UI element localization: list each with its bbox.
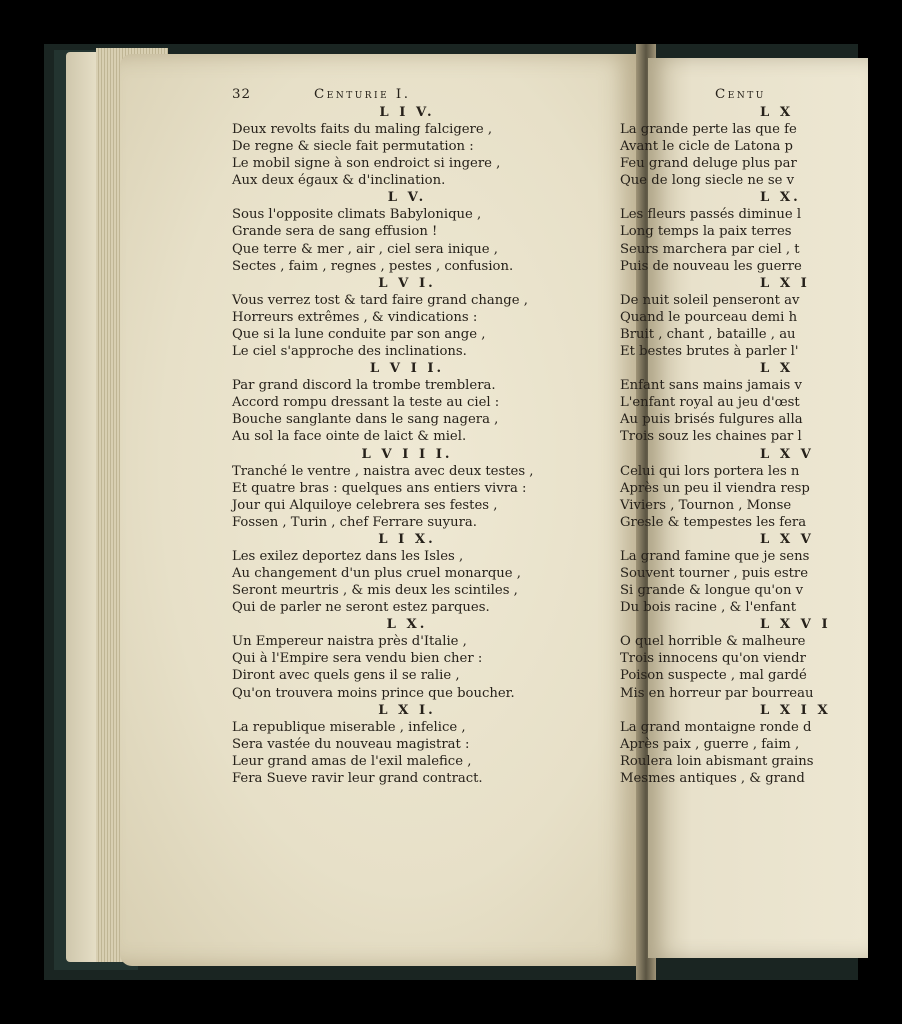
quatrain bbox=[620, 446, 820, 531]
verse-line: Long temps la paix terres bbox=[620, 224, 792, 240]
verse-line: Avant le cicle de Latona p bbox=[620, 139, 793, 155]
verse-line: Et quatre bras : quelques ans entiers vivra : bbox=[232, 480, 527, 496]
verse-line: De regne & siecle fait permutation : bbox=[232, 139, 474, 155]
verse-line: De nuit soleil penseront av bbox=[620, 292, 800, 308]
verse-line: Roulera loin abismant grains bbox=[620, 753, 814, 769]
verse-line: Poison suspecte , mal gardé bbox=[620, 668, 807, 684]
verse-line: Fera Sueve ravir leur grand contract. bbox=[232, 770, 483, 786]
quatrain-heading: L I X. bbox=[378, 531, 436, 547]
quatrain bbox=[232, 189, 582, 274]
verse-line: Le ciel s'approche des inclinations. bbox=[232, 344, 467, 360]
quatrain-heading: L X. bbox=[386, 617, 428, 633]
verse-line: Au changement d'un plus cruel monarque , bbox=[232, 565, 521, 581]
quatrain-heading: L V I I I. bbox=[361, 446, 453, 462]
verse-line: Enfant sans mains jamais v bbox=[620, 378, 802, 394]
verse-line: Par grand discord la trombe tremblera. bbox=[232, 378, 496, 394]
verse-line: La republique miserable , infelice , bbox=[232, 719, 466, 735]
quatrain bbox=[620, 275, 820, 360]
verse-line: Sous l'opposite climats Babylonique , bbox=[232, 207, 482, 223]
running-header-right bbox=[620, 86, 820, 104]
quatrain bbox=[232, 531, 582, 616]
verse-line: Les fleurs passés diminue l bbox=[620, 207, 802, 223]
verse-line: Mis en horreur par bourreau bbox=[620, 685, 814, 701]
quatrain-heading: L X bbox=[760, 105, 794, 120]
verse-line: Souvent tourner , puis estre bbox=[620, 565, 809, 581]
verse-line: La grand montaigne ronde d bbox=[620, 719, 812, 735]
quatrain-heading: L X V bbox=[760, 446, 814, 462]
verse-line: L'enfant royal au jeu d'œst bbox=[620, 395, 800, 411]
verse-line: Au sol la face ointe de laict & miel. bbox=[232, 429, 467, 445]
quatrain bbox=[620, 104, 820, 189]
verse-line: Celui qui lors portera les n bbox=[620, 463, 800, 479]
quatrain bbox=[620, 616, 831, 701]
quatrain-heading: L X V I bbox=[760, 617, 831, 633]
verse-line: La grande perte las que fe bbox=[620, 122, 797, 137]
quatrain bbox=[620, 702, 831, 787]
quatrain bbox=[232, 702, 582, 787]
verse-line: Qui de parler ne seront estez parques. bbox=[232, 600, 490, 616]
quatrain bbox=[232, 446, 582, 531]
running-title-right: Centu bbox=[715, 87, 766, 102]
verse-line: Trois souz les chaines par l bbox=[620, 429, 802, 445]
verse-line: Diront avec quels gens il se ralie , bbox=[232, 668, 460, 684]
page-number: 32 bbox=[232, 87, 252, 102]
verse-line: Fossen , Turin , chef Ferrare suyura. bbox=[232, 514, 477, 530]
verse-line: Seurs marchera par ciel , t bbox=[620, 241, 800, 257]
verse-line: Un Empereur naistra près d'Italie , bbox=[232, 634, 467, 650]
verse-line: Trois innocens qu'on viendr bbox=[620, 651, 806, 667]
quatrain-heading: L X I X bbox=[760, 702, 831, 718]
verse-line: Mesmes antiques , & grand bbox=[620, 770, 805, 786]
quatrain bbox=[620, 189, 820, 274]
left-page-text bbox=[232, 86, 582, 787]
verse-line: Seront meurtris , & mis deux les scintiles , bbox=[232, 583, 518, 599]
quatrain-heading: L V I I. bbox=[369, 361, 445, 377]
verse-line: La grand famine que je sens bbox=[620, 548, 810, 564]
verse-line: Tranché le ventre , naistra avec deux testes , bbox=[232, 463, 534, 479]
verse-line: O quel horrible & malheure bbox=[620, 634, 806, 650]
verse-line: Puis de nouveau les guerre bbox=[620, 258, 802, 274]
verse-line: Les exilez deportez dans les Isles , bbox=[232, 548, 464, 564]
verse-line: Si grande & longue qu'on v bbox=[620, 583, 804, 599]
verse-line: Horreurs extrêmes , & vindications : bbox=[232, 309, 478, 325]
verse-line: Vous verrez tost & tard faire grand change , bbox=[232, 292, 528, 308]
verse-line: Que terre & mer , air , ciel sera inique , bbox=[232, 241, 498, 257]
verse-line: Viviers , Tournon , Monse bbox=[620, 497, 792, 513]
right-page-text bbox=[620, 86, 831, 787]
verse-line: Qui à l'Empire sera vendu bien cher : bbox=[232, 651, 483, 667]
quatrain-heading: L I V. bbox=[379, 105, 435, 120]
verse-line: Après paix , guerre , faim , bbox=[620, 736, 800, 752]
quatrain-heading: L X bbox=[760, 361, 794, 377]
verse-line: Gresle & tempestes les fera bbox=[620, 514, 807, 530]
quatrain-heading: L V I. bbox=[378, 275, 436, 291]
quatrain-heading: L X I bbox=[760, 275, 810, 291]
verse-line: Grande sera de sang effusion ! bbox=[232, 224, 438, 240]
quatrain-heading: L X V bbox=[760, 531, 814, 547]
verse-line: Jour qui Alquiloye celebrera ses festes , bbox=[232, 497, 498, 513]
verse-line: Au puis brisés fulgures alla bbox=[620, 412, 803, 428]
quatrain bbox=[232, 104, 582, 189]
verse-line: Sera vastée du nouveau magistrat : bbox=[232, 736, 470, 752]
verse-line: Du bois racine , & l'enfant bbox=[620, 600, 797, 616]
quatrain-heading: L V. bbox=[387, 190, 427, 206]
quatrain bbox=[232, 275, 582, 360]
quatrain bbox=[620, 531, 820, 616]
running-header bbox=[232, 86, 582, 104]
verse-line: Feu grand deluge plus par bbox=[620, 156, 797, 172]
quatrain-heading: L X. bbox=[760, 190, 801, 206]
quatrain-heading: L X I. bbox=[378, 702, 436, 718]
verse-line: Bruit , chant , bataille , au bbox=[620, 326, 796, 342]
running-title: Centurie I. bbox=[314, 87, 411, 102]
verse-line: Qu'on trouvera moins prince que boucher. bbox=[232, 685, 515, 701]
quatrain bbox=[620, 360, 820, 445]
verse-line: Aux deux égaux & d'inclination. bbox=[232, 173, 446, 189]
verse-line: Leur grand amas de l'exil malefice , bbox=[232, 753, 472, 769]
verse-line: Que de long siecle ne se v bbox=[620, 173, 795, 189]
verse-line: Quand le pourceau demi h bbox=[620, 309, 798, 325]
verse-line: Sectes , faim , regnes , pestes , confusion. bbox=[232, 258, 514, 274]
verse-line: Deux revolts faits du maling falcigere , bbox=[232, 122, 493, 137]
verse-line: Accord rompu dressant la teste au ciel : bbox=[232, 395, 500, 411]
quatrain bbox=[232, 360, 582, 445]
verse-line: Et bestes brutes à parler l' bbox=[620, 344, 799, 360]
verse-line: Que si la lune conduite par son ange , bbox=[232, 326, 486, 342]
verse-line: Bouche sanglante dans le sang nagera , bbox=[232, 412, 499, 428]
quatrain bbox=[232, 616, 582, 701]
verse-line: Le mobil signe à son endroict si ingere , bbox=[232, 156, 501, 172]
verse-line: Après un peu il viendra resp bbox=[620, 480, 810, 496]
